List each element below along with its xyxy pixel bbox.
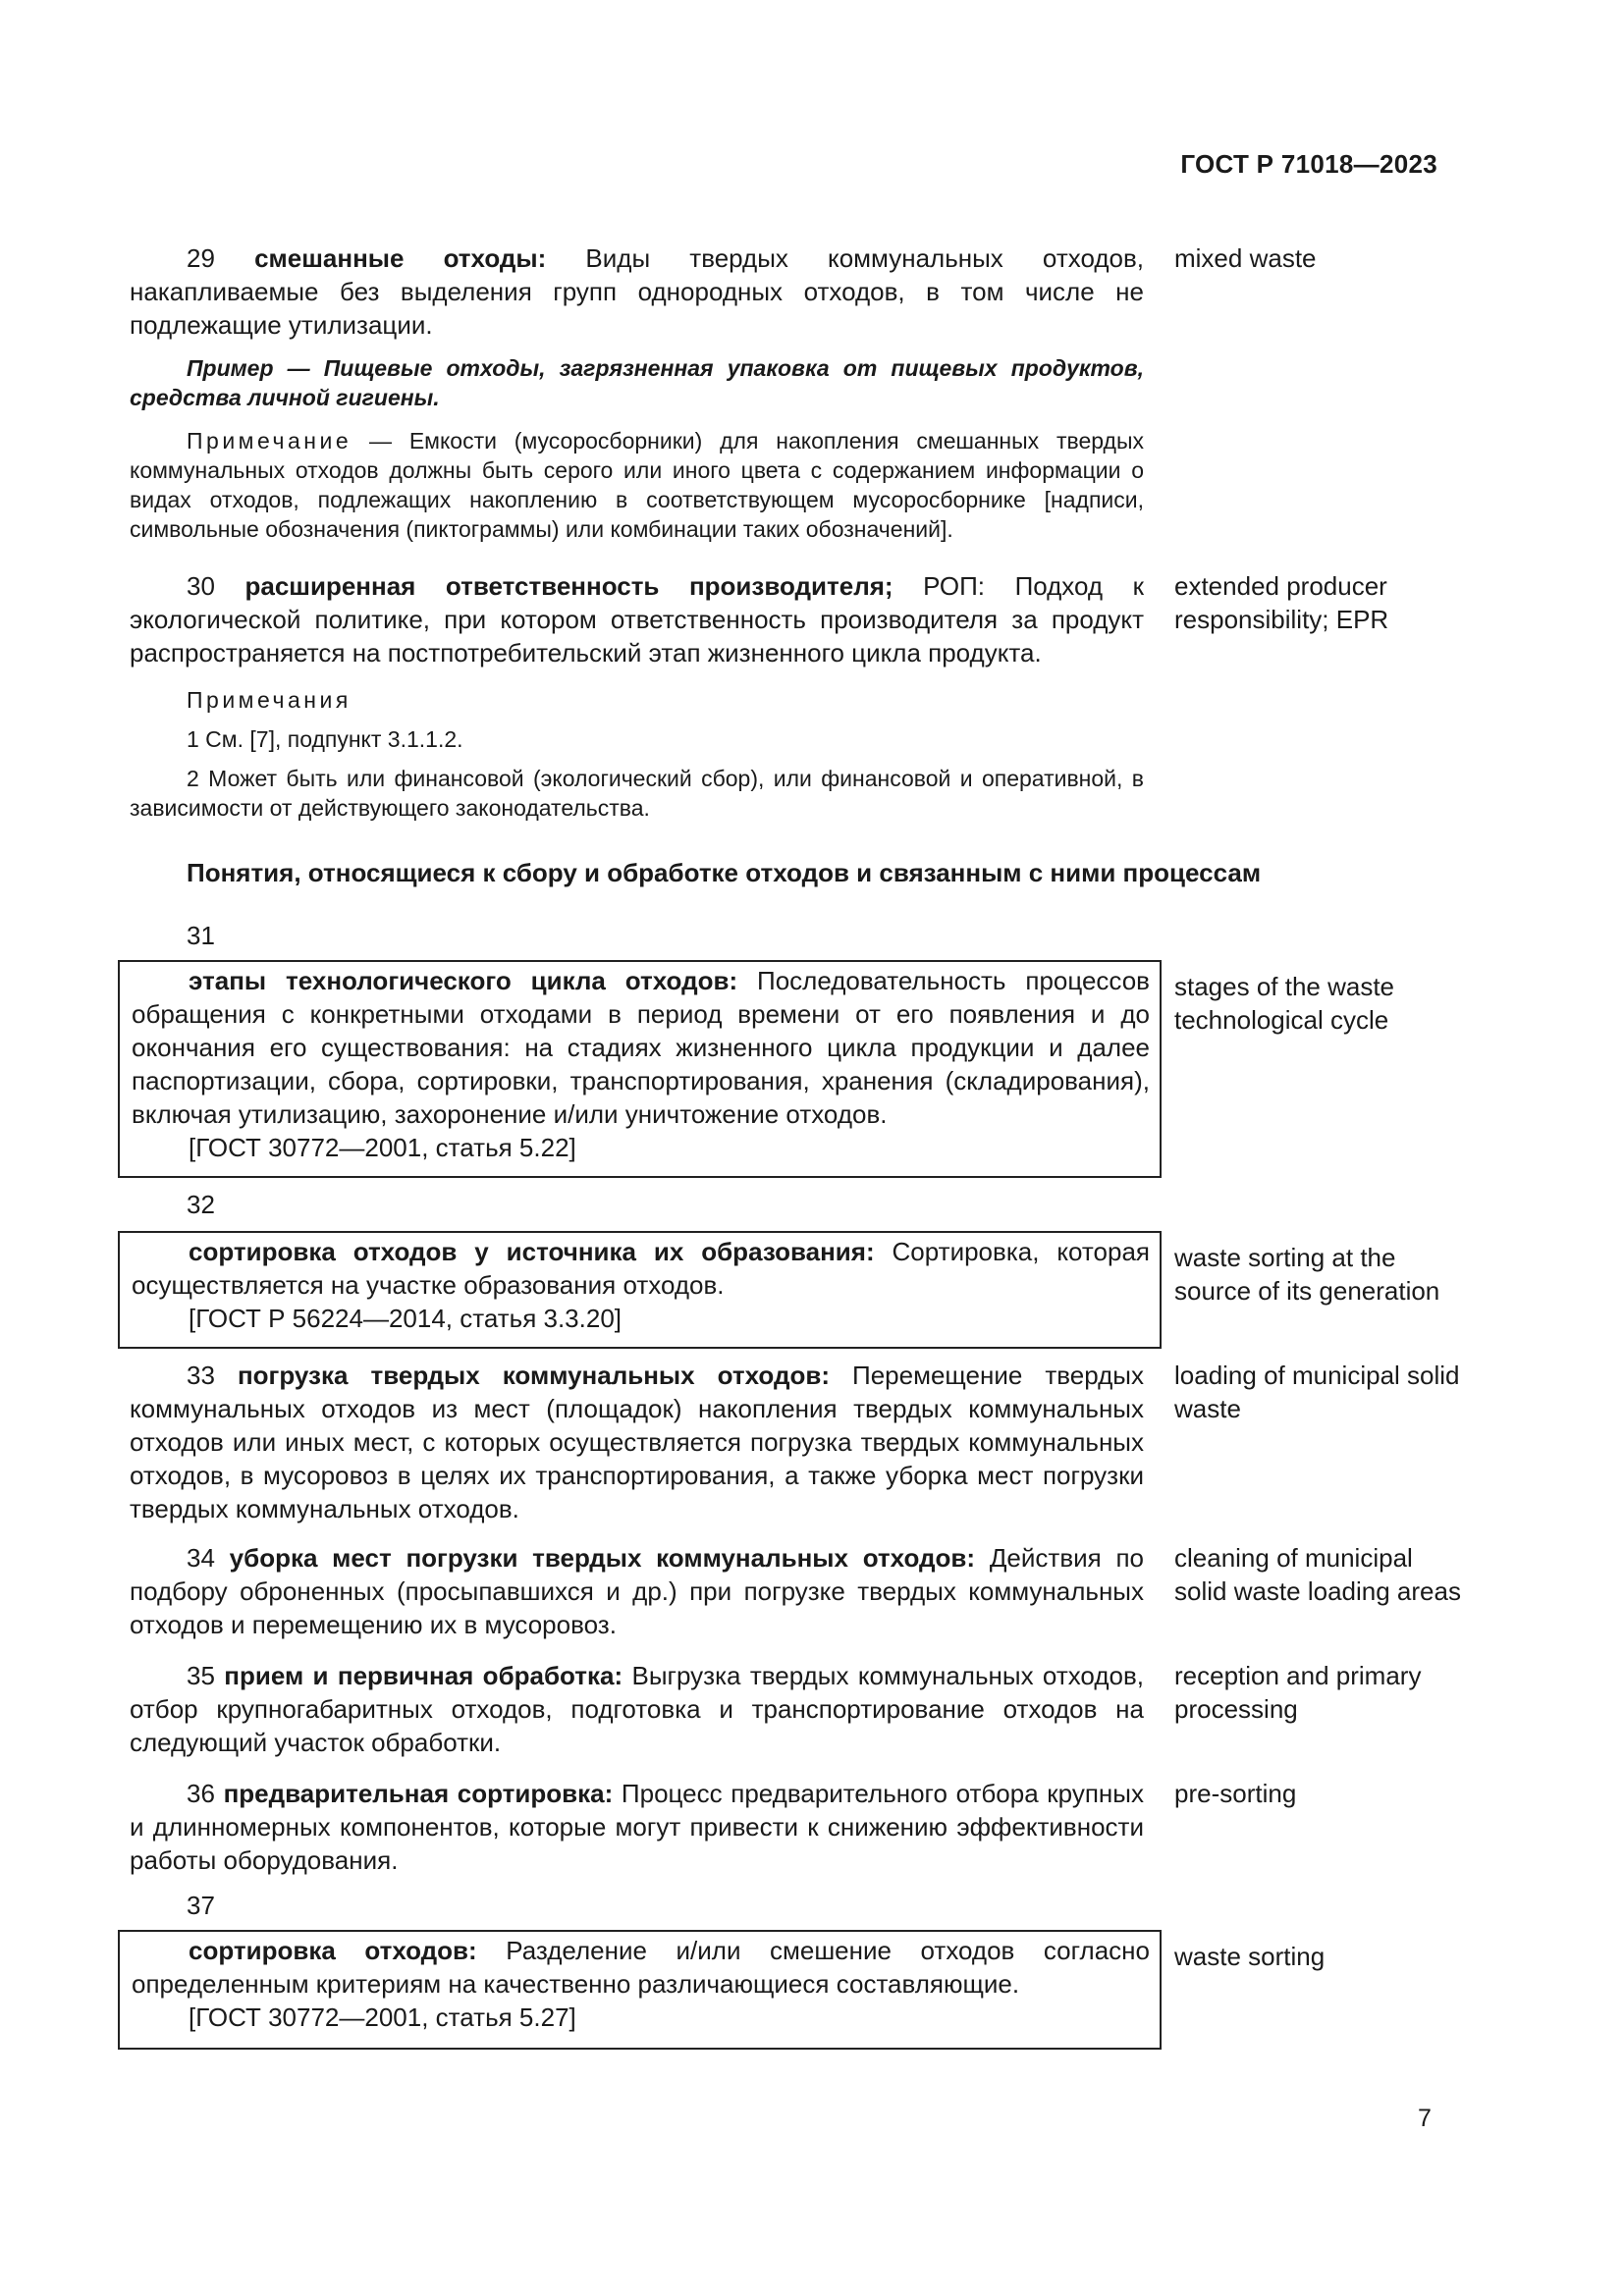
term-32-box bbox=[118, 1231, 1162, 1349]
standard-code: ГОСТ Р 71018—2023 bbox=[1180, 149, 1437, 179]
term-33-definition bbox=[130, 1359, 1144, 1525]
term-29-note bbox=[130, 426, 1144, 544]
term-text: Последовательность процессов обращения с конкретными отходами в период времени от его появления и до окончания его существования: на стадиях жизненного цикла продукции и далее паспортизации, сбора, сортировки, транспортирования, хранения (складирования), включая утилизацию, захоронение и/или уничтожение отходов. bbox=[132, 966, 1150, 1129]
page-number: 7 bbox=[1418, 2105, 1432, 2132]
term-31-definition bbox=[132, 964, 1150, 1131]
term-35-english: reception and primary processing bbox=[1174, 1661, 1422, 1724]
term-32-number: 32 bbox=[187, 1190, 215, 1219]
term-30-note-2: 2 Может быть или финансовой (экологический сбор), или финансовой и оперативной, в зависимости от действующего законодательства. bbox=[130, 766, 1144, 821]
term-30 bbox=[130, 569, 1144, 823]
term-34-definition bbox=[130, 1541, 1144, 1641]
term-30-definition bbox=[130, 569, 1144, 669]
term-29-definition bbox=[130, 241, 1144, 342]
term-29 bbox=[130, 241, 1144, 544]
term-name: расширенная ответственность производителя; bbox=[244, 571, 893, 601]
term-32-definition bbox=[132, 1235, 1150, 1302]
term-number: 35 bbox=[187, 1661, 215, 1690]
term-text: РОП: Подход к экологической политике, при котором ответственность производителя за продукт распространяется на постпотребительский этап жизненного цикла продукта. bbox=[130, 571, 1145, 667]
term-number: 36 bbox=[187, 1779, 215, 1808]
term-number: 29 bbox=[187, 243, 215, 273]
term-name: этапы технологического цикла отходов: bbox=[189, 966, 738, 995]
term-35-definition bbox=[130, 1659, 1144, 1759]
term-37-reference: [ГОСТ 30772—2001, статья 5.27] bbox=[189, 2002, 576, 2032]
term-text: Разделение и/или смешение отходов согласно определенным критериям на качественно различающиеся составляющие. bbox=[132, 1936, 1150, 1999]
term-number: 33 bbox=[187, 1361, 215, 1390]
term-name: сортировка отходов: bbox=[189, 1936, 477, 1965]
term-29-english: mixed waste bbox=[1174, 243, 1317, 273]
note-label: Примечание bbox=[187, 428, 352, 454]
term-31-box bbox=[118, 960, 1162, 1178]
term-text: Перемещение твердых коммунальных отходов из мест (площадок) накопления твердых коммунальных отходов или иных мест, с которых осуществляется погрузка твердых коммунальных отходов, в мусоровоз в целях их транспортирования, а также уборка мест погрузки твердых коммунальных отходов. bbox=[130, 1361, 1144, 1523]
term-name: смешанные отходы: bbox=[254, 243, 547, 273]
term-name: сортировка отходов у источника их образования: bbox=[189, 1237, 875, 1266]
term-37-definition bbox=[132, 1934, 1150, 2001]
term-33 bbox=[130, 1359, 1144, 1525]
term-number: 30 bbox=[187, 571, 215, 601]
term-name: уборка мест погрузки твердых коммунальных отходов: bbox=[229, 1543, 976, 1573]
term-37-english: waste sorting bbox=[1174, 1942, 1326, 1971]
term-36-english: pre-sorting bbox=[1174, 1779, 1297, 1808]
term-name: прием и первичная обработка: bbox=[224, 1661, 623, 1690]
term-text: Виды твердых коммунальных отходов, накапливаемые без выделения групп однородных отходов, в том числе не подлежащие утилизации. bbox=[130, 243, 1144, 340]
term-37-number: 37 bbox=[187, 1891, 215, 1920]
term-36-definition bbox=[130, 1777, 1144, 1877]
term-34-english: cleaning of municipal solid waste loading areas bbox=[1174, 1543, 1461, 1606]
term-text: Процесс предварительного отбора крупных и длинномерных компонентов, которые могут привести к снижению эффективности работы оборудования. bbox=[130, 1779, 1144, 1875]
term-29-example: Пример — Пищевые отходы, загрязненная упаковка от пищевых продуктов, средства личной гигиены. bbox=[130, 355, 1144, 410]
term-number: 34 bbox=[187, 1543, 215, 1573]
term-33-english: loading of municipal solid waste bbox=[1174, 1361, 1460, 1423]
term-name: погрузка твердых коммунальных отходов: bbox=[237, 1361, 830, 1390]
term-32-reference: [ГОСТ Р 56224—2014, статья 3.3.20] bbox=[189, 1304, 623, 1333]
section-heading: Понятия, относящиеся к сбору и обработке отходов и связанным с ними процессам bbox=[187, 858, 1262, 887]
term-30-notes-label: Примечания bbox=[187, 687, 352, 713]
term-text: Выгрузка твердых коммунальных отходов, отбор крупногабаритных отходов, подготовка и транспортирование отходов на следующий участок обработки. bbox=[130, 1661, 1144, 1757]
term-32-english: waste sorting at the source of its generation bbox=[1174, 1243, 1440, 1306]
term-name: предварительная сортировка: bbox=[223, 1779, 614, 1808]
term-text: Действия по подбору оброненных (просыпавшихся и др.) при погрузке твердых коммунальных отходов и перемещению их в мусоровоз. bbox=[130, 1543, 1145, 1639]
term-35 bbox=[130, 1659, 1144, 1759]
term-30-english: extended producer responsibility; EPR bbox=[1174, 571, 1389, 634]
term-36 bbox=[130, 1777, 1144, 1877]
term-37-box bbox=[118, 1930, 1162, 2050]
term-31-number: 31 bbox=[187, 921, 215, 950]
term-31-english: stages of the waste technological cycle bbox=[1174, 972, 1395, 1035]
term-30-note-1: 1 См. [7], подпункт 3.1.1.2. bbox=[187, 726, 463, 752]
term-text: Сортировка, которая осуществляется на участке образования отходов. bbox=[132, 1237, 1150, 1300]
term-34 bbox=[130, 1541, 1144, 1641]
term-31-reference: [ГОСТ 30772—2001, статья 5.22] bbox=[189, 1133, 576, 1162]
note-text: — Емкости (мусоросборники) для накопления смешанных твердых коммунальных отходов должны быть серого или иного цвета с содержанием информации о видах отходов, подлежащих накоплению в соответствующем мусоросборнике [надписи, символьные обозначения (пиктограммы) или комбинации таких обозначений]. bbox=[130, 428, 1144, 542]
